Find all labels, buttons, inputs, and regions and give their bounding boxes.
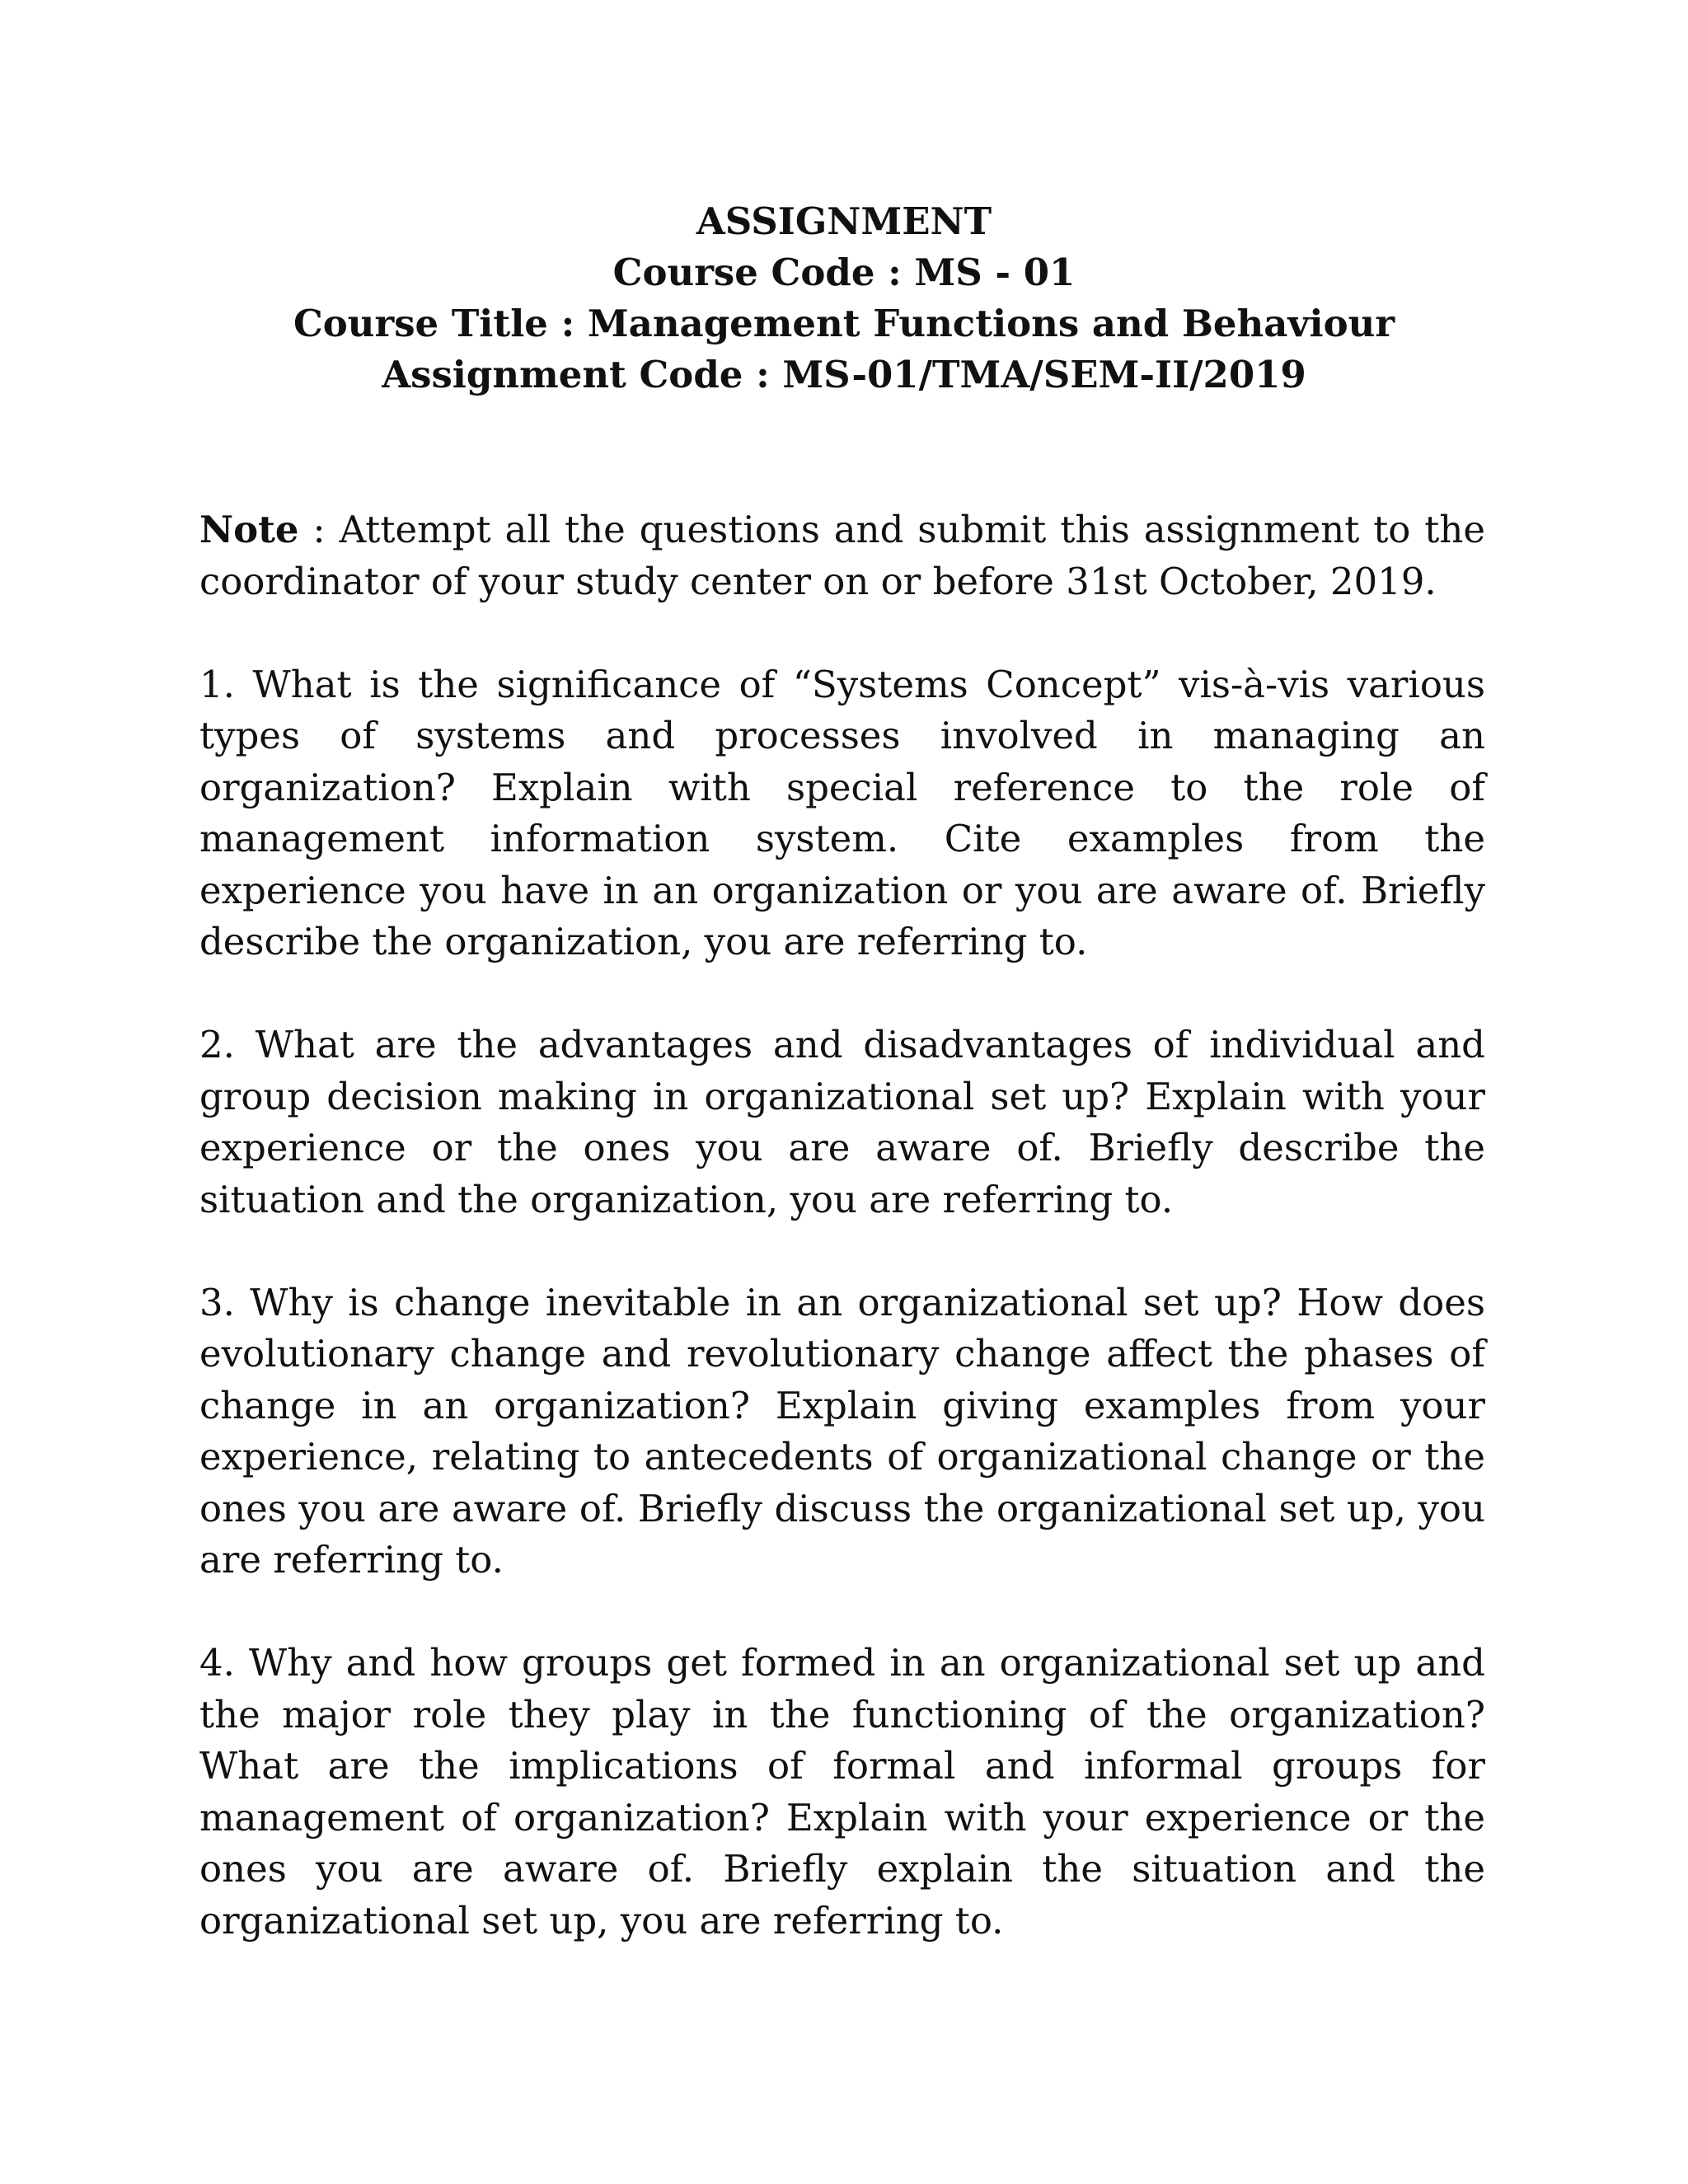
assignment-code: Assignment Code : MS-01/TMA/SEM-II/2019 xyxy=(382,353,1306,396)
course-title: Course Title : Management Functions and Behaviour xyxy=(293,302,1395,345)
question-4: 4. Why and how groups get formed in an organizational set up and the major role they play in the functioning of the organization? What are the implications of formal and informal groups for management of organization? Explain with your experience or the ones you are aware of. Briefly explain the situation and the organizational set up, you are referring to. xyxy=(199,1641,1485,1943)
assignment-title: ASSIGNMENT xyxy=(696,199,992,243)
question-3: 3. Why is change inevitable in an organizational set up? How does evolutionary change and revolutionary change affect the phases of change in an organization? Explain giving examples from your experience, relating to antecedents of organizational change or the ones you are aware of. Briefly discuss the organizational set up, you are referring to. xyxy=(199,1280,1485,1582)
note-text: : Attempt all the questions and submit this assignment to the coordinator of your study center on or before 31st October, 2019. xyxy=(199,508,1485,603)
document-body xyxy=(199,504,1485,1999)
question-1: 1. What is the significance of “Systems Concept” vis-à-vis various types of systems and processes involved in managing an organization? Explain with special reference to the role of management information system. Cite examples from the experience you have in an organization or you are aware of. Briefly describe the organization, you are referring to. xyxy=(199,662,1485,963)
note-label: Note xyxy=(199,508,299,551)
question-2: 2. What are the advantages and disadvantages of individual and group decision making in organizational set up? Explain with your experience or the ones you are aware of. Briefly describe the situation and the organization, you are referring to. xyxy=(199,1023,1485,1221)
note-paragraph xyxy=(199,504,1485,607)
document-header xyxy=(0,196,1688,401)
course-code: Course Code : MS - 01 xyxy=(612,251,1076,294)
